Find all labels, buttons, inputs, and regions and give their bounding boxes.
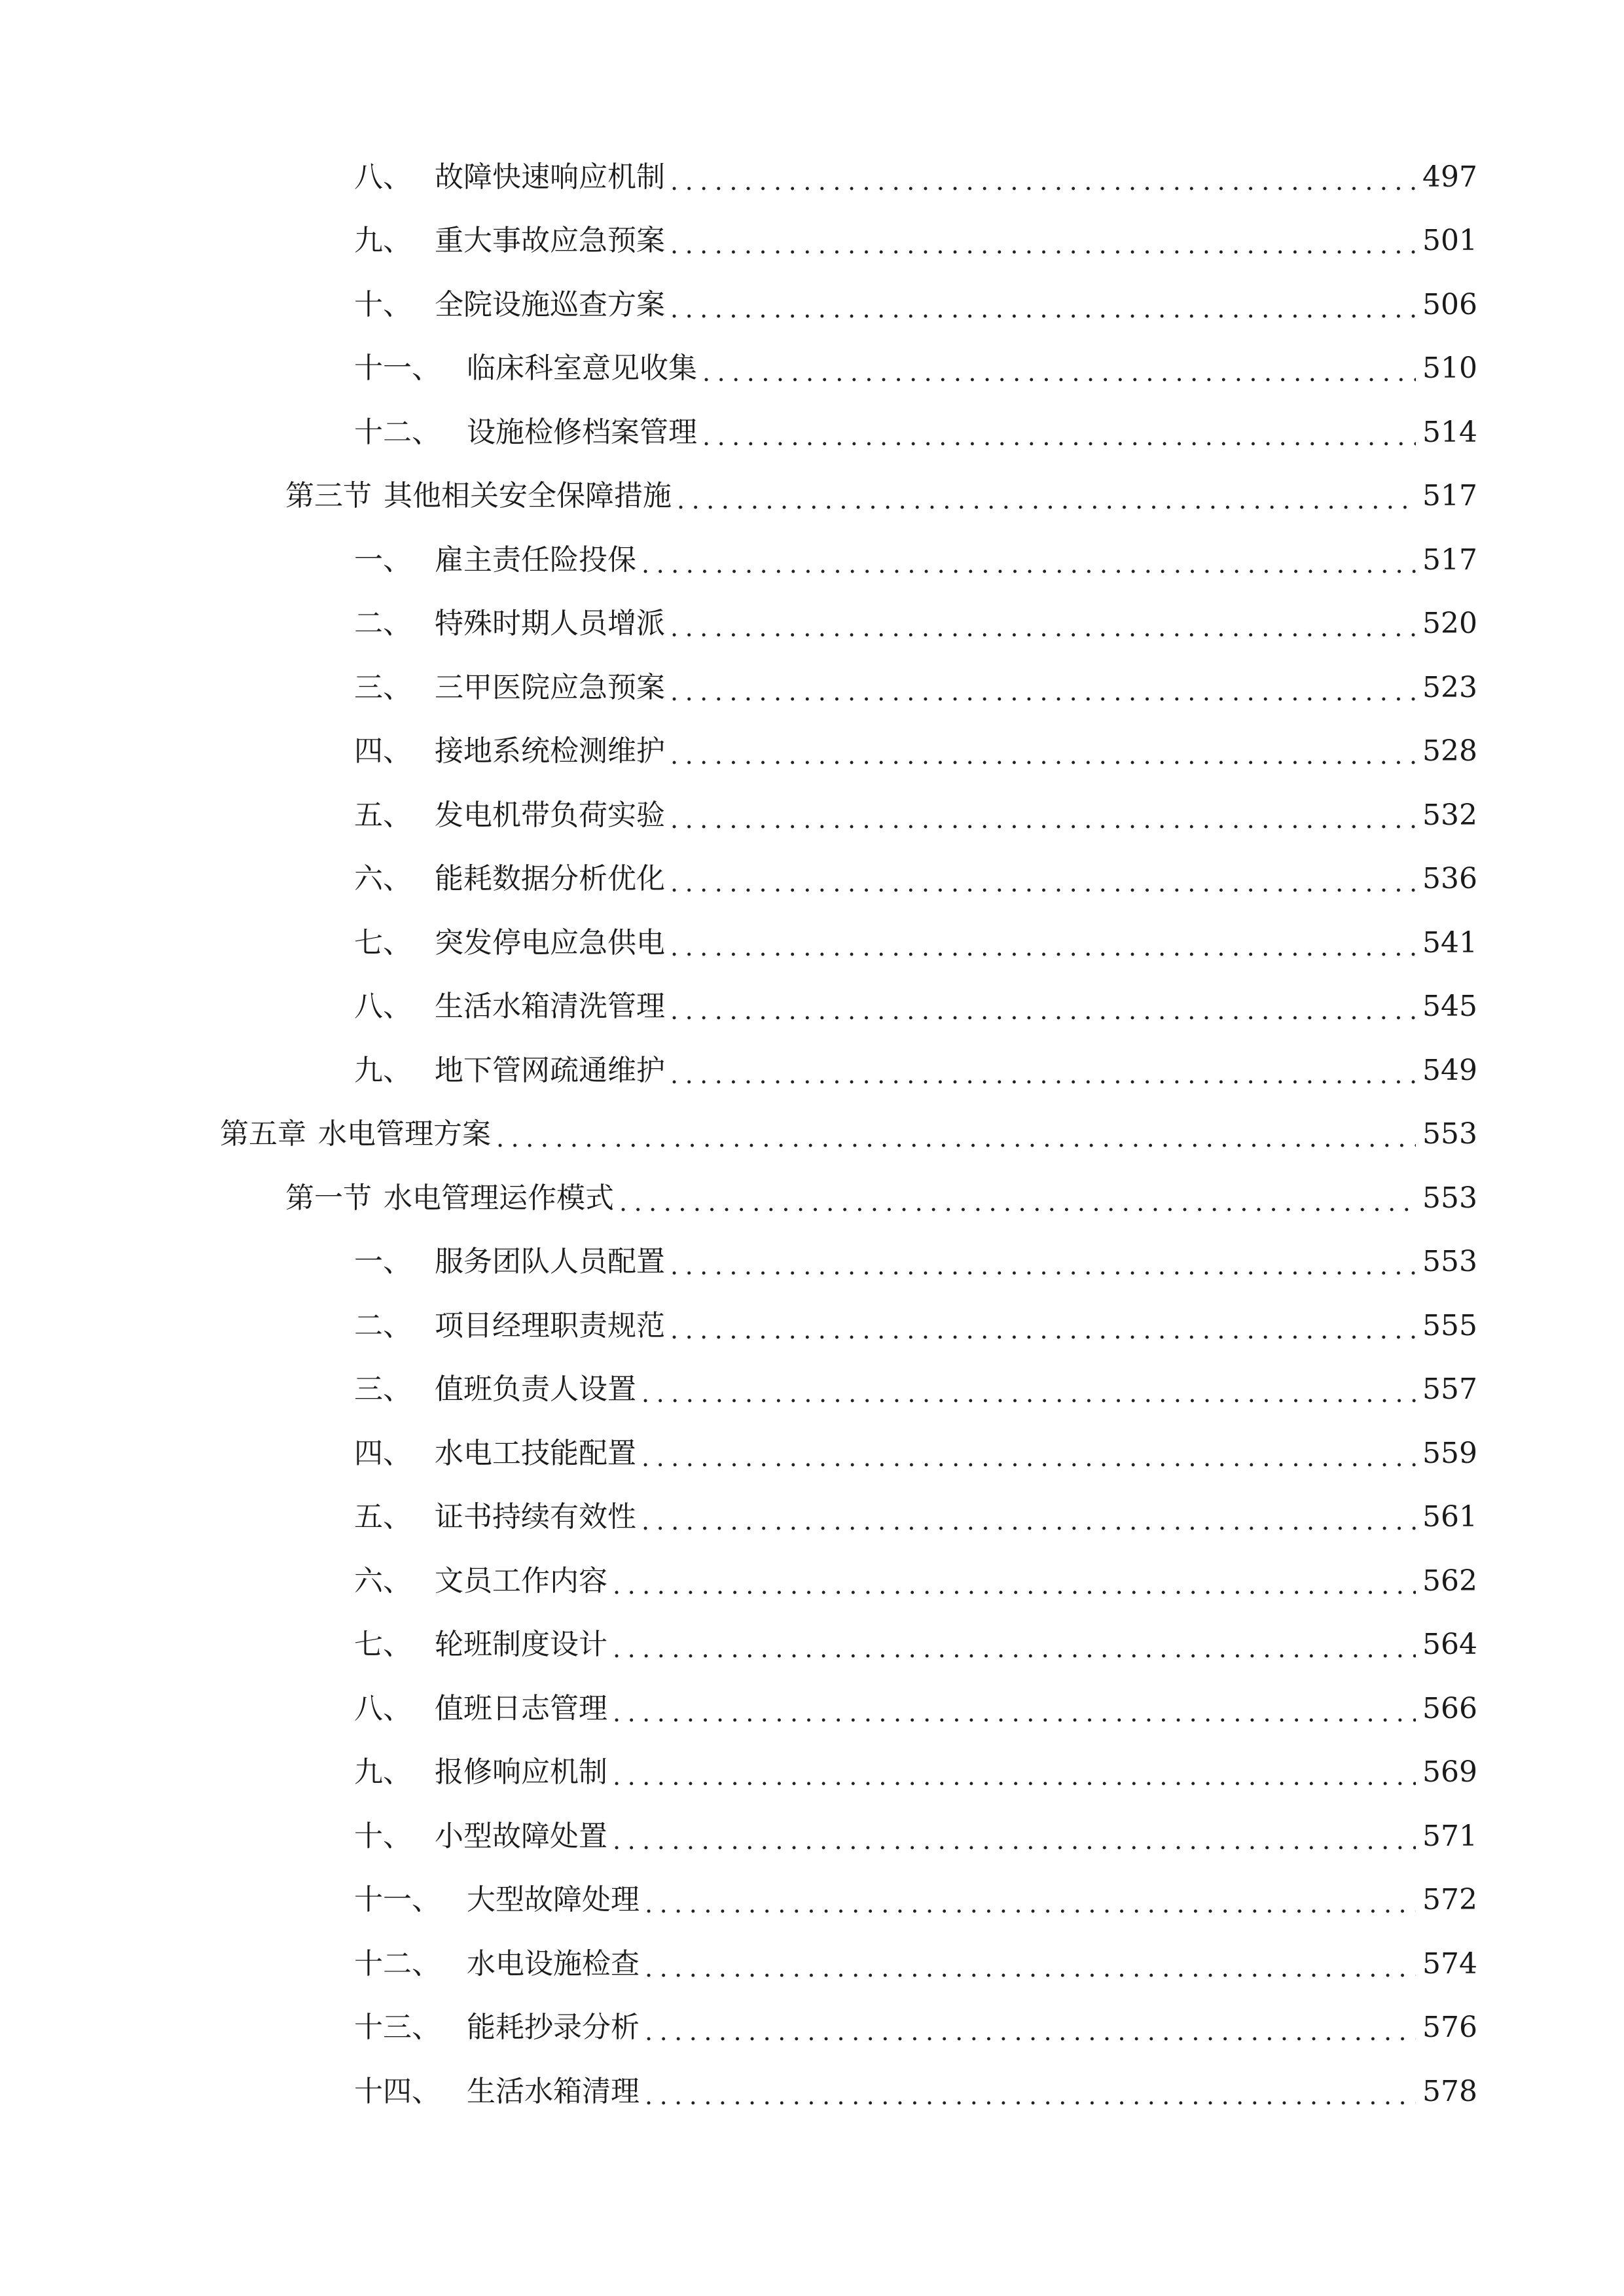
dot-leader: [641, 1509, 1416, 1534]
toc-entry-page-number: 523: [1422, 670, 1477, 704]
toc-entry-number: 十一、: [354, 351, 441, 386]
toc-entry-title: 地下管网疏通维护: [435, 1053, 665, 1087]
toc-entry-title: 值班日志管理: [435, 1691, 607, 1725]
toc-entry-title: 文员工作内容: [435, 1564, 607, 1598]
dot-leader: [641, 552, 1416, 577]
dot-leader: [702, 424, 1416, 449]
toc-entry-title: 特殊时期人员增派: [435, 607, 665, 641]
toc-entry[interactable]: [0, 656, 1624, 720]
toc-entry-number: 四、: [354, 734, 412, 768]
dot-leader: [613, 1636, 1416, 1661]
toc-entry-page-number: 566: [1422, 1691, 1477, 1725]
toc-entry[interactable]: [0, 1677, 1624, 1741]
toc-entry-number: 第一节: [285, 1181, 372, 1215]
toc-entry-page-number: 553: [1422, 1245, 1477, 1279]
toc-entry[interactable]: [0, 401, 1624, 465]
toc-entry-page-number: 541: [1422, 925, 1477, 960]
toc-entry[interactable]: [0, 592, 1624, 656]
dot-leader: [496, 1126, 1416, 1151]
dot-leader: [645, 2083, 1416, 2108]
dot-leader: [670, 998, 1416, 1023]
toc-entry-page-number: 576: [1422, 2011, 1477, 2045]
toc-entry-number: 九、: [354, 224, 412, 258]
toc-entry-page-number: 497: [1422, 160, 1477, 194]
toc-entry-number: 六、: [354, 862, 412, 896]
toc-entry-number: 十一、: [354, 1883, 441, 1917]
toc-entry-page-number: 557: [1422, 1372, 1477, 1407]
dot-leader: [613, 1573, 1416, 1598]
toc-entry-title: 水电设施检查: [467, 1946, 640, 1981]
toc-entry-title: 项目经理职责规范: [435, 1308, 665, 1342]
toc-entry[interactable]: [0, 273, 1624, 337]
toc-entry[interactable]: [0, 848, 1624, 912]
toc-entry-page-number: 536: [1422, 862, 1477, 896]
toc-entry-page-number: 532: [1422, 798, 1477, 832]
toc-entry[interactable]: [0, 975, 1624, 1039]
toc-entry-number: 八、: [354, 990, 412, 1024]
toc-entry-title: 设施检修档案管理: [467, 415, 697, 449]
toc-entry-page-number: 528: [1422, 734, 1477, 768]
toc-entry-title: 水电管理运作模式: [384, 1181, 614, 1215]
toc-entry-number: 九、: [354, 1755, 412, 1789]
toc-entry-number: 七、: [354, 925, 412, 960]
dot-leader: [613, 1700, 1416, 1725]
toc-entry[interactable]: [0, 911, 1624, 975]
toc-entry-title: 值班负责人设置: [435, 1372, 636, 1407]
dot-leader: [641, 1381, 1416, 1406]
toc-entry-page-number: 561: [1422, 1500, 1477, 1534]
toc-entry-page-number: 501: [1422, 224, 1477, 258]
toc-entry-title: 水电工技能配置: [435, 1436, 636, 1470]
toc-entry-title: 全院设施巡查方案: [435, 287, 665, 321]
toc-entry-title: 临床科室意见收集: [467, 351, 697, 386]
toc-entry-title: 轮班制度设计: [435, 1628, 607, 1662]
dot-leader: [645, 1892, 1416, 1916]
toc-entry-title: 发电机带负荷实验: [435, 798, 665, 832]
toc-entry-page-number: 520: [1422, 607, 1477, 641]
toc-entry[interactable]: [0, 2060, 1624, 2124]
table-of-contents: [0, 145, 1624, 2124]
toc-entry[interactable]: [0, 1804, 1624, 1869]
toc-entry-number: 八、: [354, 160, 412, 194]
dot-leader: [670, 870, 1416, 895]
toc-entry-title: 雇主责任险投保: [435, 543, 636, 577]
dot-leader: [702, 360, 1416, 385]
toc-entry[interactable]: [0, 528, 1624, 592]
toc-entry-page-number: 569: [1422, 1755, 1477, 1789]
toc-entry[interactable]: [0, 1741, 1624, 1805]
toc-entry-title: 重大事故应急预案: [435, 224, 665, 258]
toc-entry-page-number: 559: [1422, 1436, 1477, 1470]
toc-entry[interactable]: [0, 1039, 1624, 1103]
dot-leader: [670, 1318, 1416, 1342]
toc-entry-number: 九、: [354, 1053, 412, 1087]
toc-entry-page-number: 517: [1422, 543, 1477, 577]
toc-entry-number: 四、: [354, 1436, 412, 1470]
toc-entry[interactable]: [0, 1613, 1624, 1677]
toc-entry-number: 一、: [354, 1245, 412, 1279]
toc-entry-number: 三、: [354, 1372, 412, 1407]
dot-leader: [645, 2019, 1416, 2044]
toc-entry[interactable]: [0, 1103, 1624, 1167]
toc-entry[interactable]: [0, 1869, 1624, 1933]
toc-entry-title: 报修响应机制: [435, 1755, 607, 1789]
dot-leader: [670, 679, 1416, 704]
toc-entry-page-number: 555: [1422, 1308, 1477, 1342]
toc-entry-page-number: 514: [1422, 415, 1477, 449]
toc-entry-title: 生活水箱清理: [467, 2074, 640, 2108]
dot-leader: [670, 935, 1416, 960]
toc-entry-number: 七、: [354, 1628, 412, 1662]
toc-entry-title: 证书持续有效性: [435, 1500, 636, 1534]
dot-leader: [670, 232, 1416, 257]
toc-entry-page-number: 571: [1422, 1819, 1477, 1853]
toc-entry-page-number: 564: [1422, 1628, 1477, 1662]
toc-entry-title: 服务团队人员配置: [435, 1245, 665, 1279]
toc-entry-number: 十三、: [354, 2011, 441, 2045]
toc-entry[interactable]: [0, 145, 1624, 209]
toc-entry-number: 十二、: [354, 1946, 441, 1981]
toc-entry[interactable]: [0, 1358, 1624, 1422]
toc-entry-page-number: 549: [1422, 1053, 1477, 1087]
toc-entry-title: 接地系统检测维护: [435, 734, 665, 768]
toc-entry[interactable]: [0, 209, 1624, 274]
toc-entry-title: 突发停电应急供电: [435, 925, 665, 960]
toc-entry-title: 能耗抄录分析: [467, 2011, 640, 2045]
dot-leader: [670, 169, 1416, 194]
toc-entry[interactable]: [0, 783, 1624, 848]
toc-entry[interactable]: [0, 1422, 1624, 1486]
toc-entry-number: 六、: [354, 1564, 412, 1598]
toc-entry-title: 三甲医院应急预案: [435, 670, 665, 704]
toc-entry-title: 小型故障处置: [435, 1819, 607, 1853]
toc-entry-number: 第三节: [285, 479, 372, 513]
toc-entry-number: 二、: [354, 1308, 412, 1342]
toc-entry-number: 十、: [354, 1819, 412, 1853]
toc-entry[interactable]: [0, 1166, 1624, 1230]
dot-leader: [641, 1445, 1416, 1470]
dot-leader: [613, 1828, 1416, 1853]
toc-entry[interactable]: [0, 337, 1624, 401]
dot-leader: [670, 743, 1416, 768]
toc-entry-page-number: 562: [1422, 1564, 1477, 1598]
dot-leader: [645, 1956, 1416, 1981]
toc-entry[interactable]: [0, 720, 1624, 784]
toc-entry-number: 八、: [354, 1691, 412, 1725]
dot-leader: [619, 1190, 1416, 1215]
toc-entry-number: 十四、: [354, 2074, 441, 2108]
dot-leader: [670, 296, 1416, 321]
toc-entry-number: 第五章: [220, 1117, 306, 1151]
toc-entry[interactable]: [0, 1294, 1624, 1358]
toc-entry-number: 五、: [354, 798, 412, 832]
dot-leader: [670, 807, 1416, 832]
dot-leader: [613, 1764, 1416, 1789]
toc-entry-number: 十二、: [354, 415, 441, 449]
toc-entry-number: 一、: [354, 543, 412, 577]
dot-leader: [670, 615, 1416, 640]
toc-entry-page-number: 553: [1422, 1181, 1477, 1215]
toc-entry-page-number: 517: [1422, 479, 1477, 513]
toc-entry-page-number: 553: [1422, 1117, 1477, 1151]
toc-entry-page-number: 510: [1422, 351, 1477, 386]
toc-entry-number: 三、: [354, 670, 412, 704]
toc-entry-title: 生活水箱清洗管理: [435, 990, 665, 1024]
toc-entry-title: 故障快速响应机制: [435, 160, 665, 194]
toc-entry-page-number: 572: [1422, 1883, 1477, 1917]
dot-leader: [670, 1062, 1416, 1087]
toc-entry[interactable]: [0, 1932, 1624, 1996]
toc-entry-number: 五、: [354, 1500, 412, 1534]
toc-entry-number: 二、: [354, 607, 412, 641]
toc-entry-title: 其他相关安全保障措施: [384, 479, 672, 513]
toc-entry-title: 能耗数据分析优化: [435, 862, 665, 896]
toc-entry-title: 大型故障处理: [467, 1883, 640, 1917]
dot-leader: [670, 1253, 1416, 1278]
dot-leader: [677, 488, 1416, 512]
toc-entry-page-number: 574: [1422, 1946, 1477, 1981]
toc-entry-page-number: 578: [1422, 2074, 1477, 2108]
toc-entry[interactable]: [0, 1230, 1624, 1295]
toc-entry-page-number: 506: [1422, 287, 1477, 321]
toc-entry[interactable]: [0, 1996, 1624, 2060]
toc-entry[interactable]: [0, 465, 1624, 529]
toc-entry[interactable]: [0, 1549, 1624, 1613]
toc-entry[interactable]: [0, 1486, 1624, 1550]
toc-entry-number: 十、: [354, 287, 412, 321]
toc-entry-title: 水电管理方案: [318, 1117, 491, 1151]
toc-entry-page-number: 545: [1422, 990, 1477, 1024]
